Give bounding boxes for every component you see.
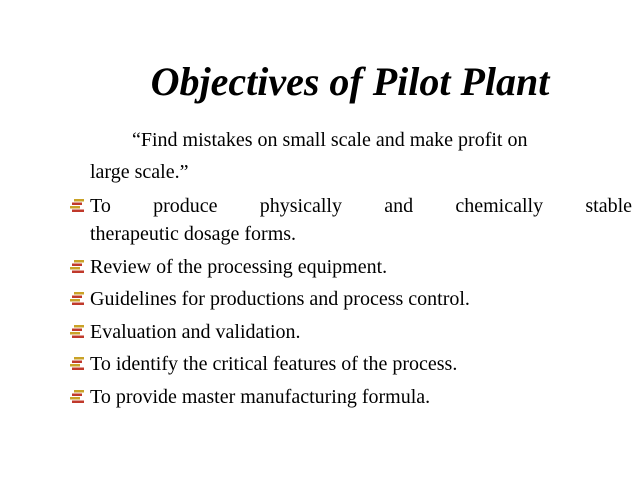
bullet-icon bbox=[69, 199, 85, 213]
bullet-icon bbox=[69, 292, 85, 306]
quote-line-1: “Find mistakes on small scale and make profit on bbox=[132, 129, 528, 151]
bullet-icon bbox=[69, 260, 85, 274]
bullet-icon bbox=[69, 357, 85, 371]
bullet-icon bbox=[69, 325, 85, 339]
list-item bbox=[0, 285, 638, 313]
bullet-list bbox=[0, 192, 638, 415]
list-item bbox=[0, 253, 638, 281]
bullet-text: To identify the critical features of the process. bbox=[90, 353, 458, 375]
bullet-icon bbox=[69, 390, 85, 404]
quote-line-2: large scale.” bbox=[90, 161, 189, 183]
bullet-text-line-2: therapeutic dosage forms. bbox=[90, 223, 297, 245]
bullet-text: Review of the processing equipment. bbox=[90, 255, 388, 278]
bullet-text: Evaluation and validation. bbox=[90, 320, 301, 343]
bullet-text: To provide master manufacturing formula. bbox=[90, 385, 431, 408]
slide-title: Objectives of Pilot Plant bbox=[150, 59, 550, 104]
list-item bbox=[0, 350, 638, 378]
bullet-text-line-1: To produce physically and chemically stable bbox=[90, 195, 632, 217]
bullet-text: Guidelines for productions and process control. bbox=[90, 288, 470, 310]
list-item bbox=[0, 192, 638, 248]
list-item bbox=[0, 318, 638, 346]
list-item bbox=[0, 383, 638, 411]
